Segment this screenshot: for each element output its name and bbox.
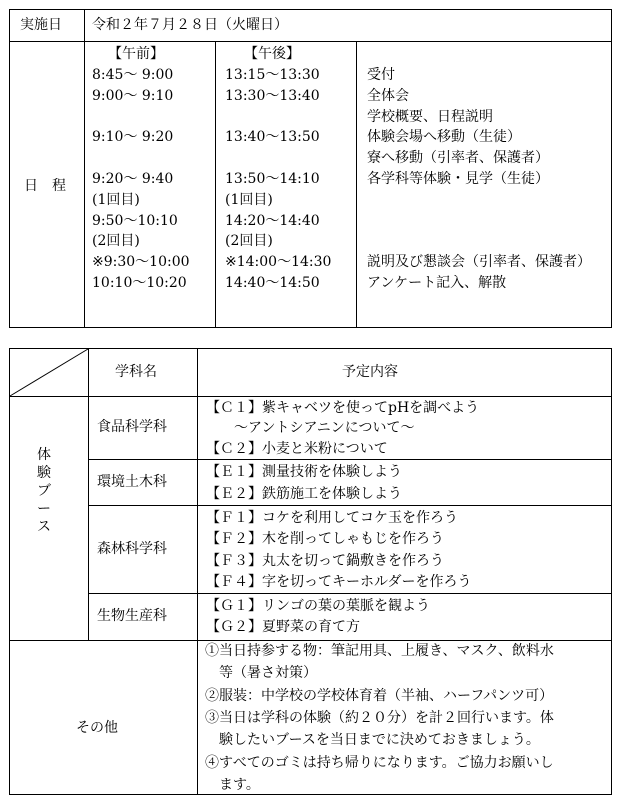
content-column-header: 予定内容	[342, 364, 398, 380]
booth-row-divider-2	[88, 505, 612, 506]
am-time-1: 8:45～ 9:00	[92, 67, 174, 83]
other-line-2: 等（暑さ対策）	[205, 665, 317, 681]
civil-item-e2: 【Ｅ２】鉄筋施工を体験しよう	[206, 486, 402, 502]
forest-item-f2: 【Ｆ２】木を削ってしゃもじを作ろう	[206, 531, 444, 547]
civil-item-e1: 【Ｅ１】測量技術を体験しよう	[206, 464, 402, 480]
dept-name-food-science: 食品科学科	[97, 419, 167, 435]
booth-row-divider-1	[88, 459, 612, 460]
dept-name-civil-engineering: 環境土木科	[97, 474, 167, 490]
dept-column-header: 学科名	[115, 364, 157, 380]
event-6: 各学科等体験・見学（生徒）	[367, 170, 549, 187]
pm-time-11: 14:40～14:50	[225, 274, 320, 291]
other-line-7: ます。	[205, 777, 260, 793]
am-time-2: 9:00～ 9:10	[92, 87, 174, 104]
pm-time-7: (1回目)	[225, 191, 273, 208]
event-5: 寮へ移動（引率者、保護者）	[367, 150, 549, 167]
pm-time-2: 13:30～13:40	[225, 87, 320, 104]
am-header: 【午前】	[108, 46, 164, 62]
event-11: アンケート記入、解散	[367, 274, 507, 291]
event-4: 体験会場へ移動（生徒）	[367, 129, 521, 146]
dept-name-biological-production: 生物生産科	[97, 608, 167, 624]
other-line-6: ④すべてのゴミは持ち帰りになります。ご協力お願いし	[205, 755, 554, 771]
am-time-4: 9:10～ 9:20	[92, 129, 174, 146]
event-2: 全体会	[367, 87, 409, 104]
forest-item-f3: 【Ｆ３】丸太を切って鍋敷きを作ろう	[206, 553, 444, 569]
pm-time-4: 13:40～13:50	[225, 129, 320, 146]
schedule-label: 日 程	[24, 178, 66, 194]
other-line-4: ③当日は学科の体験（約２０分）を計２回行います。体	[205, 710, 554, 726]
booth-table-dept-divider	[197, 348, 198, 795]
am-time-9: (2回目)	[92, 233, 140, 250]
am-time-7: (1回目)	[92, 191, 140, 208]
date-label: 実施日	[20, 17, 62, 33]
event-1: 受付	[367, 67, 395, 83]
forest-item-f1: 【Ｆ１】コケを利用してコケ玉を作ろう	[206, 510, 458, 526]
other-line-1: ①当日持参する物：筆記用具、上履き、マスク、飲料水	[205, 643, 554, 659]
other-line-5: 験したいブースを当日までに決めておきましょう。	[205, 732, 540, 748]
booth-row-divider-3	[88, 593, 612, 594]
food-item-c1: 【Ｃ１】紫キャベツを使ってpHを調べよう	[206, 400, 480, 416]
pm-time-10: ※14:00～14:30	[225, 254, 332, 271]
other-line-3: ②服装：中学校の学校体育着（半袖、ハーフパンツ可）	[205, 688, 554, 704]
pm-time-8: 14:20～14:40	[225, 212, 320, 229]
booth-table-label-divider	[88, 348, 89, 640]
am-time-6: 9:20～ 9:40	[92, 170, 174, 187]
event-3: 学校概要、日程説明	[367, 108, 493, 125]
booth-table-header-divider	[9, 396, 612, 397]
date-value: 令和２年７月２８日（火曜日）	[92, 17, 288, 33]
pm-header: 【午後】	[244, 46, 300, 62]
other-label: その他	[76, 720, 118, 736]
pm-time-9: (2回目)	[225, 233, 273, 250]
event-10: 説明及び懇談会（引率者、保護者）	[367, 254, 591, 271]
am-time-10: ※9:30～10:00	[92, 254, 190, 271]
pm-time-1: 13:15～13:30	[225, 67, 320, 83]
forest-item-f4: 【Ｆ４】字を切ってキーホルダーを作ろう	[206, 574, 472, 590]
pm-time-6: 13:50～14:10	[225, 170, 320, 187]
am-time-8: 9:50～10:10	[92, 212, 178, 229]
bio-item-g2: 【Ｇ２】夏野菜の育て方	[206, 619, 360, 635]
am-time-11: 10:10～10:20	[92, 274, 187, 291]
food-item-c1-sub: ～アントシアニンについて～	[206, 420, 415, 436]
bio-item-g1: 【Ｇ１】リンゴの葉の葉脈を観よう	[206, 598, 430, 614]
dept-name-forest-science: 森林科学科	[97, 541, 167, 557]
food-item-c2: 【Ｃ２】小麦と米粉について	[206, 441, 388, 457]
booth-label: 体験ブース	[37, 447, 51, 535]
